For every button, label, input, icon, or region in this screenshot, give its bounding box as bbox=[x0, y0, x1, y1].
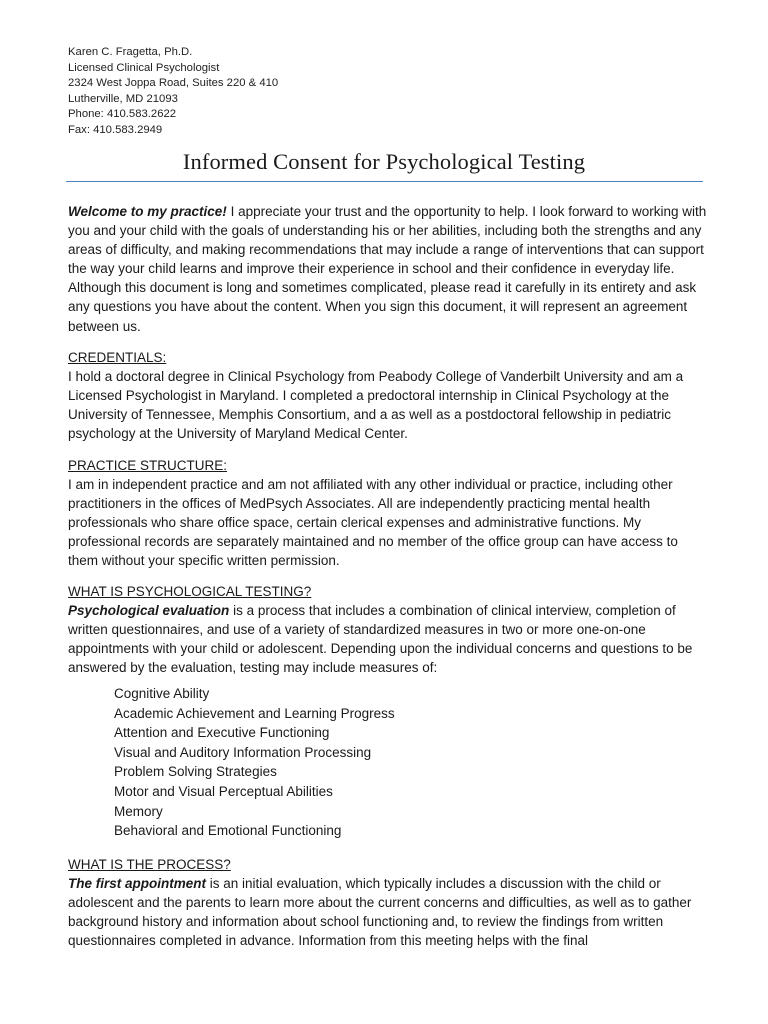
process-section bbox=[68, 855, 708, 950]
list-item: Behavioral and Emotional Functioning bbox=[114, 823, 342, 839]
practice-structure-heading: PRACTICE STRUCTURE: bbox=[68, 458, 228, 473]
document-title: Informed Consent for Psychological Testing bbox=[182, 149, 586, 174]
title-divider bbox=[66, 181, 703, 182]
credentials-section bbox=[68, 348, 708, 443]
fax-number: Fax: 410.583.2949 bbox=[68, 123, 163, 136]
testing-section bbox=[68, 582, 708, 677]
credentials-text: I hold a doctoral degree in Clinical Psychology from Peabody College of Vanderbilt University and am a Licensed Psychologist in Maryland. I completed a predoctoral internship in Clinical Psychology at the University of Tennessee, Memphis Consortium, and a as well as a postdoctoral fellowship in pediatric psychology at the University of Maryland Medical Center. bbox=[68, 369, 684, 442]
process-text: is an initial evaluation, which typically includes a discussion with the child or adolescent and the parents to learn more about the current concerns and difficulties, as well as to gather background history and information about school functioning and, to review the findings from written questionnaires completed in advance. Information from this meeting helps with the final bbox=[68, 876, 692, 949]
list-item: Attention and Executive Functioning bbox=[114, 725, 330, 741]
testing-text: is a process that includes a combination of clinical interview, completion of written questionnaires, and use of a variety of standardized measures in two or more one-on-one appointments with your child or adolescent. Depending upon the individual concerns and questions to be answered by the evaluation, testing may include measures of: bbox=[68, 603, 693, 676]
testing-heading: WHAT IS PSYCHOLOGICAL TESTING? bbox=[68, 584, 312, 599]
address-line-2: Lutherville, MD 21093 bbox=[68, 92, 178, 105]
practice-structure-section bbox=[68, 456, 708, 571]
phone-number: Phone: 410.583.2622 bbox=[68, 108, 177, 121]
measures-list bbox=[114, 684, 395, 841]
author-name: Karen C. Fragetta, Ph.D. bbox=[68, 46, 193, 58]
practice-structure-text: I am in independent practice and am not affiliated with any other individual or practice, including other practitioners in the offices of MedPsych Associates. All are independently practicing mental health professionals who share office space, certain clerical expenses and administrative functions. My professional records are separately maintained and no member of the office group can have access to them without your specific written permission. bbox=[68, 477, 678, 569]
address-line-1: 2324 West Joppa Road, Suites 220 & 410 bbox=[68, 77, 279, 90]
letterhead bbox=[68, 45, 278, 139]
testing-lead: Psychological evaluation bbox=[68, 603, 230, 619]
intro-text: I appreciate your trust and the opportunity to help. I look forward to working with you and your child with the goals of understanding his or her abilities, including both the strengths and any areas of difficulty, and making recommendations that may include a range of interventions that can support the way your child learns and improve their experience in school and their confidence in everyday life. Although this document is long and sometimes complicated, please read it carefully in its entirety and ask any questions you have about the content. When you sign this document, it will represent an agreement between us. bbox=[68, 204, 707, 334]
list-item: Memory bbox=[114, 803, 163, 819]
list-item: Problem Solving Strategies bbox=[114, 764, 277, 780]
author-title: Licensed Clinical Psychologist bbox=[68, 61, 220, 74]
intro-paragraph bbox=[68, 202, 708, 336]
process-heading: WHAT IS THE PROCESS? bbox=[68, 857, 231, 872]
list-item: Visual and Auditory Information Processing bbox=[114, 744, 372, 760]
process-lead: The first appointment bbox=[68, 876, 206, 892]
list-item: Cognitive Ability bbox=[114, 686, 210, 701]
list-item: Academic Achievement and Learning Progress bbox=[114, 705, 395, 721]
intro-lead: Welcome to my practice! bbox=[68, 204, 227, 219]
list-item: Motor and Visual Perceptual Abilities bbox=[114, 783, 333, 799]
credentials-heading: CREDENTIALS: bbox=[68, 350, 167, 365]
